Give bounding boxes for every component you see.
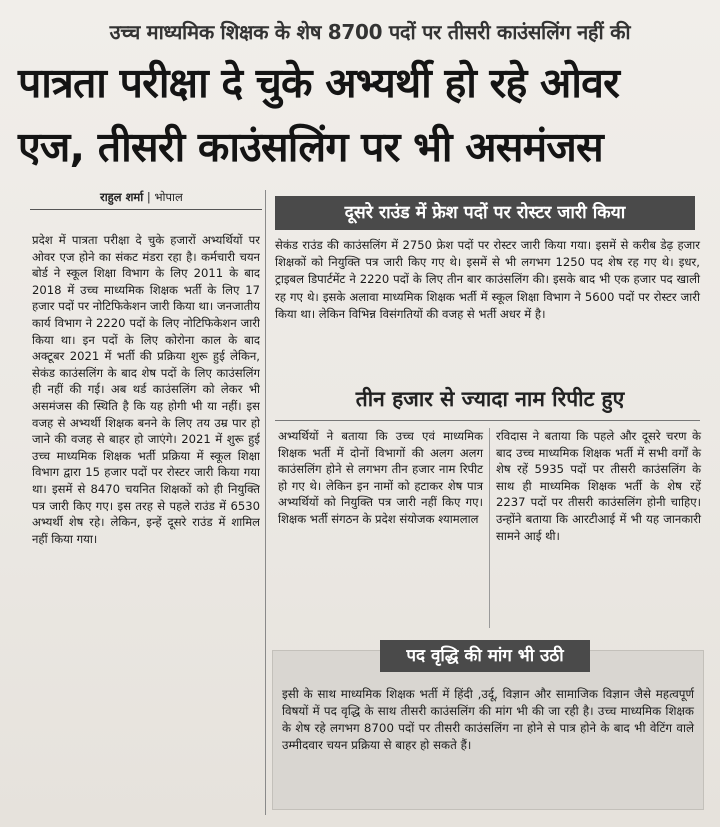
repeat-section-column-divider: [489, 428, 490, 628]
byline-divider: [30, 209, 262, 210]
roster-section-text: सेकंड राउंड की काउंसलिंग में 2750 फ्रेश पदों पर रोस्टर जारी किया गया। इसमें से करीब डेढ़ हजार शिक्षकों को नियुक्ति पत्र जारी किए गए थे। इसमें से भी लगभग 1250 पद शेष रह गए थे। इधर, ट्राइबल डिपार्टमेंट ने 2220 पदों के लिए तीन बार काउंसलिंग की। इसके बाद भी एक हजार पद खाली रह गए थे। इसके अलावा माध्यमिक शिक्षक भर्ती में स्कूल शिक्षा विभाग ने 5600 पदों पर रोस्टर जारी किया था। लेकिन विभिन्न विसंगतियों की वजह से भर्ती अधर में है।: [275, 238, 700, 321]
column-divider: [265, 190, 266, 815]
repeat-section-column-a: अभ्यर्थियों ने बताया कि उच्च एवं माध्यमिक शिक्षक भर्ती में दोनों विभागों की अलग अलग काउंसलिंग होने से लगभग तीन हजार नाम रिपीट हो गए थे। लेकिन इन नामों को हटाकर शेष पात्र अभ्यर्थियों को नियुक्ति पत्र जारी नहीं किए गए। शिक्षक भर्ती संगठन के प्रदेश संयोजक श्यामलाल: [278, 429, 483, 526]
byline-author: राहुल शर्मा: [100, 190, 144, 204]
demand-section-text: इसी के साथ माध्यमिक शिक्षक भर्ती में हिंदी ,उर्दू, विज्ञान और सामाजिक विज्ञान जैसे महत्वपूर्ण विषयों में पद वृद्धि के साथ तीसरी काउंसलिंग की मांग भी की जा रही है। उच्च माध्यमिक शिक्षक के शेष रहे लगभग 8700 पदों पर तीसरी काउंसलिंग ना होने से पात्र होने के बाद भी वेटिंग वाले उम्मीदवार चयन प्रक्रिया से बाहर हो सकते हैं।: [282, 687, 694, 752]
left-column: [32, 232, 260, 812]
byline-separator: |: [143, 190, 155, 204]
roster-section-banner: दूसरे राउंड में फ्रेश पदों पर रोस्टर जारी किया: [275, 196, 695, 230]
byline-place: भोपाल: [154, 190, 183, 204]
repeat-section-column-b: रविदास ने बताया कि पहले और दूसरे चरण के बाद उच्च माध्यमिक शिक्षक भर्ती में सभी वर्गों के शेष रहें 5935 पदों पर तीसरी काउंसलिंग के साथ ही माध्यमिक शिक्षक भर्ती के शेष रहें 2237 पदों पर तीसरी काउंसलिंग होनी चाहिए। उन्होंने बताया कि आरटीआई में भी यह जानकारी सामने आई थी।: [496, 429, 701, 543]
left-column-text: प्रदेश में पात्रता परीक्षा दे चुके हजारों अभ्यर्थियों पर ओवर एज होने का संकट मंडरा रहा है। कर्मचारी चयन बोर्ड ने स्कूल शिक्षा विभाग के लिए 2011 के बाद 2018 में उच्च माध्यमिक शिक्षक भर्ती के लिए 17 हजार पदों पर नोटिफिकेशन जारी किया था। जनजातीय कार्य विभाग ने 2220 पदों के लिए नोटिफिकेशन जारी किया था। इन पदों के लिए कोरोना काल के बाद अक्टूबर 2021 में भर्ती की प्रक्रिया शुरू हुई लेकिन, सेकंड काउंसलिंग के बाद शेष पदों के लिए काउंसलिंग ही नहीं की गई। अब थर्ड काउंसलिंग को लेकर भी असमंजस की स्थिति है कि यह होगी भी या नहीं। इस वजह से अभ्यर्थी शिक्षक बनने के लिए तय उम्र पार हो जाने की वजह से बाहर हो जाएंगे। 2021 में शुरू हुई उच्च माध्यमिक शिक्षक भर्ती प्रक्रिया में स्कूल शिक्षा विभाग द्वारा 15 हजार पदों पर रोस्टर जारी किया गया था। इसमें से 8470 चयनित शिक्षकों को ही नियुक्ति पत्र जारी किए गए। इस तरह से पहले राउंड में 6530 अभ्यर्थी शेष रहे। लेकिन, इन्हें दूसरे राउंड में शामिल नहीं किया गया।: [32, 233, 260, 546]
repeat-section-heading: तीन हजार से ज्यादा नाम रिपीट हुए: [355, 387, 625, 411]
repeat-section-divider: [275, 420, 700, 421]
byline: [100, 190, 183, 205]
demand-section-banner: पद वृद्धि की मांग भी उठी: [380, 640, 590, 672]
headline-line-1: पात्रता परीक्षा दे चुके अभ्यर्थी हो रहे ओवर: [18, 59, 620, 107]
article-kicker: उच्च माध्यमिक शिक्षक के शेष 8700 पदों पर तीसरी काउंसलिंग नहीं की: [109, 20, 631, 44]
headline-line-2: एज, तीसरी काउंसलिंग पर भी असमंजस: [18, 123, 603, 171]
